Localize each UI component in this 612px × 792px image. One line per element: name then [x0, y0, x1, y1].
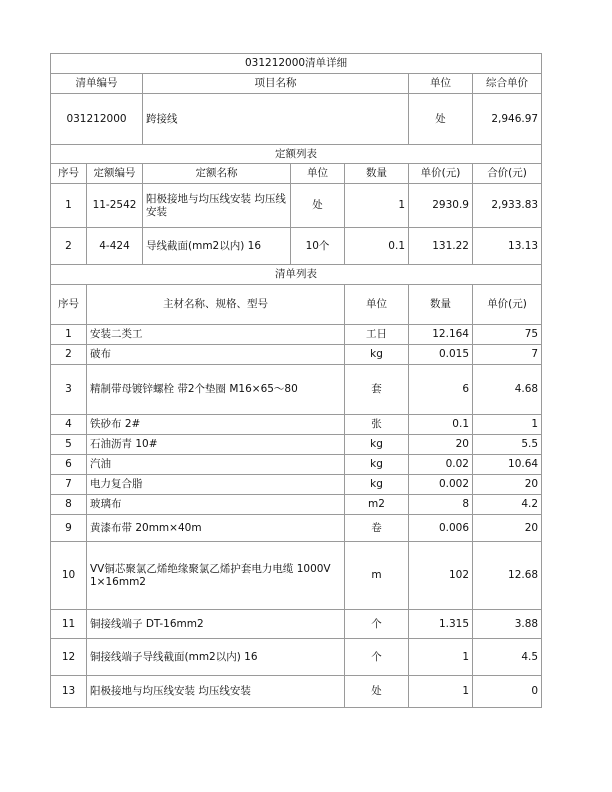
material-qty: 1	[409, 639, 473, 676]
material-unit-price: 20	[473, 515, 542, 542]
material-unit: kg	[345, 435, 409, 455]
material-row	[51, 475, 542, 495]
material-seq: 8	[51, 495, 87, 515]
material-seq: 2	[51, 345, 87, 365]
material-name: 石油沥青 10#	[87, 435, 345, 455]
quota-qty-header: 数量	[345, 164, 409, 184]
quota-total: 13.13	[473, 228, 542, 265]
quota-seq: 1	[51, 184, 87, 228]
material-row	[51, 676, 542, 708]
quota-qty: 0.1	[345, 228, 409, 265]
material-unit: m	[345, 542, 409, 610]
material-unit: m2	[345, 495, 409, 515]
material-unit: 套	[345, 365, 409, 415]
quota-section-title: 定额列表	[51, 145, 542, 164]
material-seq: 11	[51, 610, 87, 639]
material-name: 铜接线端子 DT-16mm2	[87, 610, 345, 639]
material-qty: 20	[409, 435, 473, 455]
material-unit-price: 12.68	[473, 542, 542, 610]
material-unit-price-header: 单价(元)	[473, 285, 542, 325]
material-qty: 0.002	[409, 475, 473, 495]
quota-name: 导线截面(mm2以内) 16	[143, 228, 291, 265]
material-name: 铜接线端子导线截面(mm2以内) 16	[87, 639, 345, 676]
material-row	[51, 542, 542, 610]
bill-name-header: 项目名称	[143, 74, 409, 94]
material-unit-price: 4.5	[473, 639, 542, 676]
material-seq-header: 序号	[51, 285, 87, 325]
material-name: 汽油	[87, 455, 345, 475]
material-row	[51, 415, 542, 435]
material-row	[51, 455, 542, 475]
material-qty: 0.015	[409, 345, 473, 365]
material-name: 电力复合脂	[87, 475, 345, 495]
material-unit: 处	[345, 676, 409, 708]
material-qty: 12.164	[409, 325, 473, 345]
bill-row	[51, 94, 542, 145]
material-seq: 1	[51, 325, 87, 345]
bill-header-row	[51, 74, 542, 94]
material-row	[51, 345, 542, 365]
material-qty: 1.315	[409, 610, 473, 639]
quota-unit-price: 2930.9	[409, 184, 473, 228]
material-name: 黄漆布带 20mm×40m	[87, 515, 345, 542]
material-qty: 0.1	[409, 415, 473, 435]
material-unit: 卷	[345, 515, 409, 542]
bill-unit: 处	[409, 94, 473, 145]
material-row	[51, 365, 542, 415]
quota-seq: 2	[51, 228, 87, 265]
material-qty: 102	[409, 542, 473, 610]
bill-code-header: 清单编号	[51, 74, 143, 94]
material-unit: 工日	[345, 325, 409, 345]
material-qty: 0.02	[409, 455, 473, 475]
material-unit-price: 10.64	[473, 455, 542, 475]
material-seq: 7	[51, 475, 87, 495]
quota-code: 4-424	[87, 228, 143, 265]
table-title: 031212000清单详细	[51, 54, 542, 74]
material-seq: 6	[51, 455, 87, 475]
material-qty-header: 数量	[409, 285, 473, 325]
bill-price: 2,946.97	[473, 94, 542, 145]
quota-header-row	[51, 164, 542, 184]
material-unit-price: 20	[473, 475, 542, 495]
material-seq: 12	[51, 639, 87, 676]
material-unit-price: 75	[473, 325, 542, 345]
quota-qty: 1	[345, 184, 409, 228]
quota-unit: 处	[291, 184, 345, 228]
material-unit-price: 3.88	[473, 610, 542, 639]
material-name-header: 主材名称、规格、型号	[87, 285, 345, 325]
bill-name: 跨接线	[143, 94, 409, 145]
material-row	[51, 435, 542, 455]
material-qty: 0.006	[409, 515, 473, 542]
material-qty: 8	[409, 495, 473, 515]
material-unit-price: 1	[473, 415, 542, 435]
bill-price-header: 综合单价	[473, 74, 542, 94]
materials-header-row	[51, 285, 542, 325]
bill-detail-table	[50, 53, 542, 708]
bill-code: 031212000	[51, 94, 143, 145]
quota-section-row	[51, 145, 542, 164]
material-unit: 个	[345, 610, 409, 639]
material-unit-header: 单位	[345, 285, 409, 325]
quota-total: 2,933.83	[473, 184, 542, 228]
material-unit: kg	[345, 345, 409, 365]
material-unit-price: 5.5	[473, 435, 542, 455]
material-unit-price: 7	[473, 345, 542, 365]
material-name: 玻璃布	[87, 495, 345, 515]
material-unit-price: 4.68	[473, 365, 542, 415]
material-unit-price: 0	[473, 676, 542, 708]
material-seq: 10	[51, 542, 87, 610]
material-row	[51, 639, 542, 676]
material-name: 破布	[87, 345, 345, 365]
title-row	[51, 54, 542, 74]
quota-unit: 10个	[291, 228, 345, 265]
material-seq: 13	[51, 676, 87, 708]
quota-total-header: 合价(元)	[473, 164, 542, 184]
material-qty: 1	[409, 676, 473, 708]
material-unit: 个	[345, 639, 409, 676]
material-seq: 9	[51, 515, 87, 542]
material-unit: kg	[345, 455, 409, 475]
materials-section-title: 清单列表	[51, 265, 542, 285]
materials-section-row	[51, 265, 542, 285]
material-name: 精制带母镀锌螺栓 带2个垫圈 M16×65～80	[87, 365, 345, 415]
quota-code: 11-2542	[87, 184, 143, 228]
quota-seq-header: 序号	[51, 164, 87, 184]
material-row	[51, 515, 542, 542]
quota-unit-header: 单位	[291, 164, 345, 184]
material-row	[51, 610, 542, 639]
material-name: VV铜芯聚氯乙烯绝缘聚氯乙烯护套电力电缆 1000V 1×16mm2	[87, 542, 345, 610]
material-seq: 4	[51, 415, 87, 435]
material-unit: kg	[345, 475, 409, 495]
material-name: 铁砂布 2#	[87, 415, 345, 435]
quota-code-header: 定额编号	[87, 164, 143, 184]
quota-row	[51, 184, 542, 228]
quota-name-header: 定额名称	[143, 164, 291, 184]
material-name: 安装二类工	[87, 325, 345, 345]
quota-name: 阳极接地与均压线安装 均压线安装	[143, 184, 291, 228]
material-row	[51, 325, 542, 345]
material-seq: 3	[51, 365, 87, 415]
quota-unit-price-header: 单价(元)	[409, 164, 473, 184]
material-row	[51, 495, 542, 515]
quota-row	[51, 228, 542, 265]
material-qty: 6	[409, 365, 473, 415]
bill-unit-header: 单位	[409, 74, 473, 94]
material-name: 阳极接地与均压线安装 均压线安装	[87, 676, 345, 708]
material-unit: 张	[345, 415, 409, 435]
material-unit-price: 4.2	[473, 495, 542, 515]
quota-unit-price: 131.22	[409, 228, 473, 265]
material-seq: 5	[51, 435, 87, 455]
